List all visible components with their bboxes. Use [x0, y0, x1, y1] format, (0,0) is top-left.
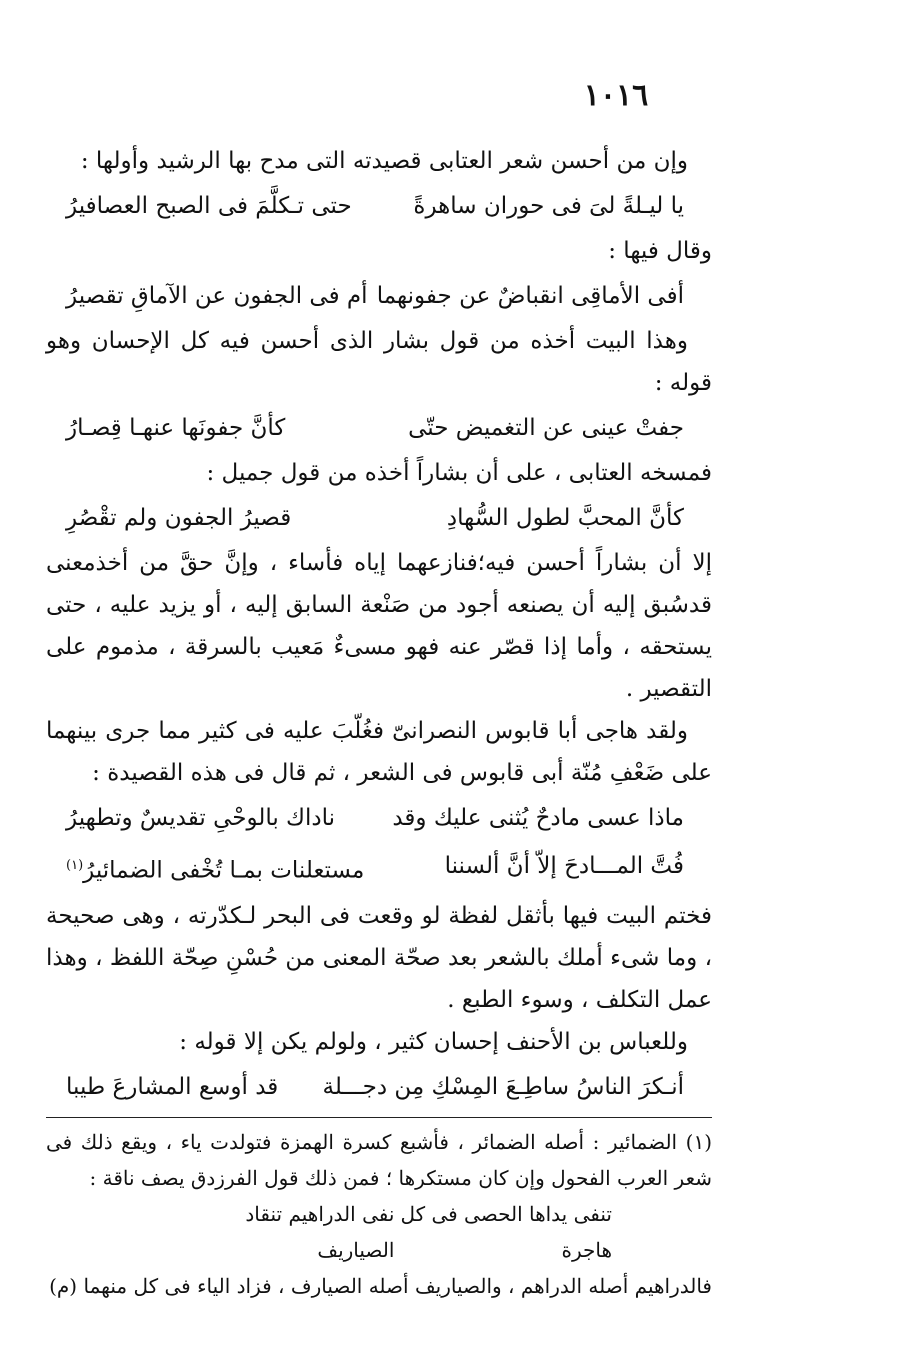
verse-5 — [46, 794, 712, 842]
footnote-verse-first: تنفى يداها الحصى فى كل هاجرة — [400, 1201, 612, 1262]
verse-2-second: أم فى الجفون عن الآماقِ تقصيرُ — [66, 283, 368, 309]
verse-6 — [46, 842, 712, 895]
verse-5-second: ناداك بالوحْىِ تقديسٌ وتطهيرُ — [66, 805, 336, 831]
verse-3 — [46, 404, 712, 452]
verse-6-second-wrap — [66, 842, 364, 895]
seal-paragraph: فختم البيت فيها بأثقل لفظة لو وقعت فى البحر لـكدّرته ، وهى صحيحة ، وما شىء أملك بالشعر بعد صحّة المعنى من حُسْنِ صِحّة اللفظ ، وهذا عمل التكلف ، وسوء الطبع . — [46, 902, 712, 1013]
footnote-closing: فالدراهيم أصله الدراهم ، والصياريف أصله الصيارف ، فزاد الياء فى كل منهما (م) — [49, 1273, 712, 1298]
verse-6-second: مستعلنات بمـا تُخْفى الضمائيرُ — [83, 857, 365, 884]
verse-4-second: قصيرُ الجفون ولم تقْصُرِ — [66, 505, 292, 531]
page-number: ١٠١٦ — [583, 78, 649, 113]
footnote-verse — [46, 1196, 712, 1268]
theft-paragraph: إلا أن بشاراً أحسن فيه؛فنازعهما إياه فأساء ، وإنَّ حقَّ من أخذمعنى قدسُبق إليه أن يصنعه أجود من صَنْعة السابق إليه ، أو يزيد عليه ، حتى يستحقه ، وأما إذا قصّر عنه فهو مسىءٌ مَعيب بالسرقة ، مذموم على التقصير . — [46, 550, 712, 702]
abbas-paragraph: وللعباس بن الأحنف إحسان كثير ، ولولم يكن إلا قوله : — [179, 1028, 688, 1055]
verse-1-second: حتى تـكلَّمَ فى الصبح العصافيرُ — [66, 193, 352, 219]
verse-6-first: فُتَّ المـــادحَ إلاّ أنَّ ألسننا — [444, 853, 684, 879]
satire-paragraph: ولقد هاجى أبا قابوس النصرانىّ فغُلّبَ عليه فى كثير مما جرى بينهما على ضَعْفِ مُنّة أبى قابوس فى الشعر ، ثم قال فى هذه القصيدة : — [46, 718, 712, 786]
verse-5-first: ماذا عسى مادحٌ يُثنى عليك وقد — [392, 805, 684, 831]
footnote-divider — [46, 1117, 712, 1118]
verse-1 — [46, 182, 712, 230]
verse-7-second: قد أوسع المشارعَ طيبا — [66, 1073, 279, 1100]
footnote-text: (١) الضمائير : أصله الضمائر ، فأشبع كسرة الهمزة فتولدت ياء ، ويقع ذلك فى شعر العرب الفحول وإن كان مستكرها ؛ فمن ذلك قول الفرزدق يصف ناقة : — [46, 1129, 712, 1190]
verse-4-first: كأنَّ المحبَّ لطول السُّهادِ — [446, 505, 684, 531]
taken-from-line: وهذا البيت أخذه من قول بشار الذى أحسن فيه كل الإحسان وهو قوله : — [46, 328, 712, 396]
said-in-it-line: وقال فيها : — [608, 238, 712, 264]
verse-4 — [46, 494, 712, 542]
abrogated-line: فمسخه العتابى ، على أن بشاراً أخذه من قول جميل : — [206, 460, 712, 486]
main-text — [46, 140, 712, 1304]
verse-3-second: كأنَّ جفونَها عنهـا قِصـارُ — [66, 415, 286, 441]
verse-7 — [46, 1063, 712, 1111]
footnote-mark: (١) — [66, 858, 84, 873]
verse-2-first: أفى الأماقِى انقباضٌ عن جفونهما — [376, 283, 684, 309]
verse-3-first: جفتْ عينى عن التغميض حتّى — [408, 415, 684, 441]
verse-2 — [46, 272, 712, 320]
footnote-verse-second: نفى الدراهيم تنقاد الصياريف — [245, 1201, 395, 1262]
intro-line: وإن من أحسن شعر العتابى قصيدته التى مدح بها الرشيد وأولها : — [80, 148, 688, 174]
verse-1-first: يا ليـلةً لىَ فى حوران ساهرةً — [413, 193, 684, 219]
verse-7-first: أنـكرَ الناسُ ساطِـعَ المِسْكِ مِن دجـــلة — [322, 1073, 684, 1100]
